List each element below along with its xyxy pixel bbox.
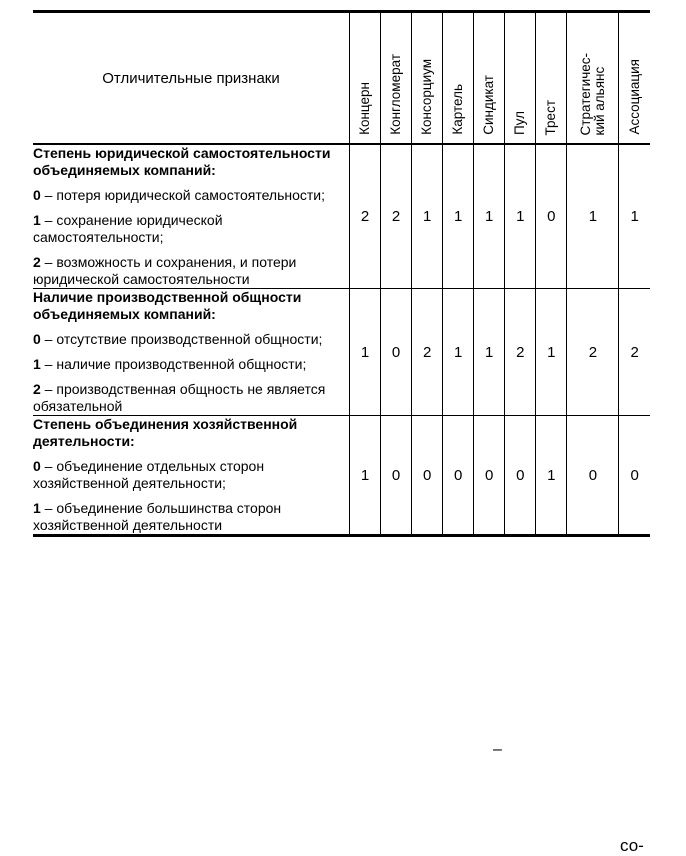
- table-header-row: [33, 12, 650, 145]
- feature-column-header: [33, 12, 350, 145]
- table-row: [33, 416, 650, 536]
- value-cell: 1: [350, 289, 381, 416]
- option-text: – возможность и сохранения, и потери юридической самостоятельности: [33, 254, 297, 287]
- column-header-label: Концерн: [357, 82, 373, 135]
- feature-option: [33, 381, 349, 415]
- value-cell: 0: [567, 416, 619, 536]
- feature-description: [33, 289, 350, 416]
- column-header-label: Ассоциация: [626, 59, 642, 135]
- column-header-concern: [350, 12, 381, 145]
- value-cell: 2: [567, 289, 619, 416]
- option-code: 0: [33, 187, 41, 203]
- column-header-cartel: [443, 12, 474, 145]
- feature-description: [33, 416, 350, 536]
- feature-description: [33, 144, 350, 289]
- value-cell: 0: [412, 416, 443, 536]
- value-cell: 1: [443, 144, 474, 289]
- value-cell: 1: [443, 289, 474, 416]
- column-header-label: Консорциум: [419, 59, 435, 135]
- feature-option: [33, 187, 349, 204]
- value-cell: 2: [350, 144, 381, 289]
- value-cell: 1: [536, 289, 567, 416]
- option-code: 1: [33, 500, 41, 516]
- column-header-conglomerate: [381, 12, 412, 145]
- value-cell: 1: [474, 144, 505, 289]
- option-code: 0: [33, 331, 41, 347]
- column-header-label: Картель: [450, 84, 466, 135]
- table-row: [33, 144, 650, 289]
- value-cell: 0: [474, 416, 505, 536]
- option-text: – наличие производственной общности;: [40, 356, 307, 372]
- column-header-label: Пул: [512, 110, 528, 135]
- table-row: [33, 289, 650, 416]
- option-code: 1: [33, 212, 41, 228]
- option-text: – сохранение юридической самостоятельности;: [33, 212, 223, 245]
- value-cell: 1: [474, 289, 505, 416]
- feature-title: Степень юридической самостоятельности объединяемых компаний:: [33, 145, 331, 178]
- option-code: 2: [33, 254, 41, 270]
- value-cell: 0: [381, 289, 412, 416]
- value-cell: 1: [412, 144, 443, 289]
- feature-option: [33, 356, 349, 373]
- feature-option: [33, 212, 349, 246]
- value-cell: 0: [505, 416, 536, 536]
- feature-option: [33, 254, 349, 288]
- feature-column-label: Отличительные признаки: [102, 69, 280, 87]
- option-code: 2: [33, 381, 41, 397]
- feature-option: [33, 458, 349, 492]
- option-text: – производственная общность не является обязательной: [33, 381, 326, 414]
- column-header-trust: [536, 12, 567, 145]
- column-header-strategic-alliance: [567, 12, 619, 145]
- value-cell: 0: [619, 416, 650, 536]
- column-header-label: Конгломерат: [388, 54, 404, 135]
- feature-option: [33, 331, 349, 348]
- option-code: 1: [33, 356, 41, 372]
- option-text: – объединение отдельных сторон хозяйственной деятельности;: [33, 458, 265, 491]
- value-cell: 1: [505, 144, 536, 289]
- column-header-syndicate: [474, 12, 505, 145]
- page-continuation-text: со-: [620, 836, 644, 855]
- value-cell: 1: [567, 144, 619, 289]
- column-header-association: [619, 12, 650, 145]
- value-cell: 2: [505, 289, 536, 416]
- option-text: – потеря юридической самостоятельности;: [40, 187, 326, 203]
- value-cell: 1: [350, 416, 381, 536]
- option-code: 0: [33, 458, 41, 474]
- value-cell: 2: [381, 144, 412, 289]
- feature-title: Наличие производственной общности объединяемых компаний:: [33, 289, 302, 322]
- column-header-label: Стратегичес- кий альянс: [577, 52, 607, 135]
- stray-dash-mark: –: [493, 741, 502, 758]
- option-text: – объединение большинства сторон хозяйственной деятельности: [33, 500, 282, 533]
- value-cell: 0: [443, 416, 474, 536]
- classification-table: [33, 10, 650, 537]
- value-cell: 0: [536, 144, 567, 289]
- feature-option: [33, 500, 349, 534]
- column-header-label: Синдикат: [481, 75, 497, 135]
- column-header-consortium: [412, 12, 443, 145]
- column-header-label: Трест: [543, 99, 559, 135]
- value-cell: 1: [536, 416, 567, 536]
- feature-title: Степень объединения хозяйственной деятельности:: [33, 416, 298, 449]
- value-cell: 2: [619, 289, 650, 416]
- value-cell: 0: [381, 416, 412, 536]
- value-cell: 2: [412, 289, 443, 416]
- option-text: – отсутствие производственной общности;: [40, 331, 323, 347]
- value-cell: 1: [619, 144, 650, 289]
- column-header-pool: [505, 12, 536, 145]
